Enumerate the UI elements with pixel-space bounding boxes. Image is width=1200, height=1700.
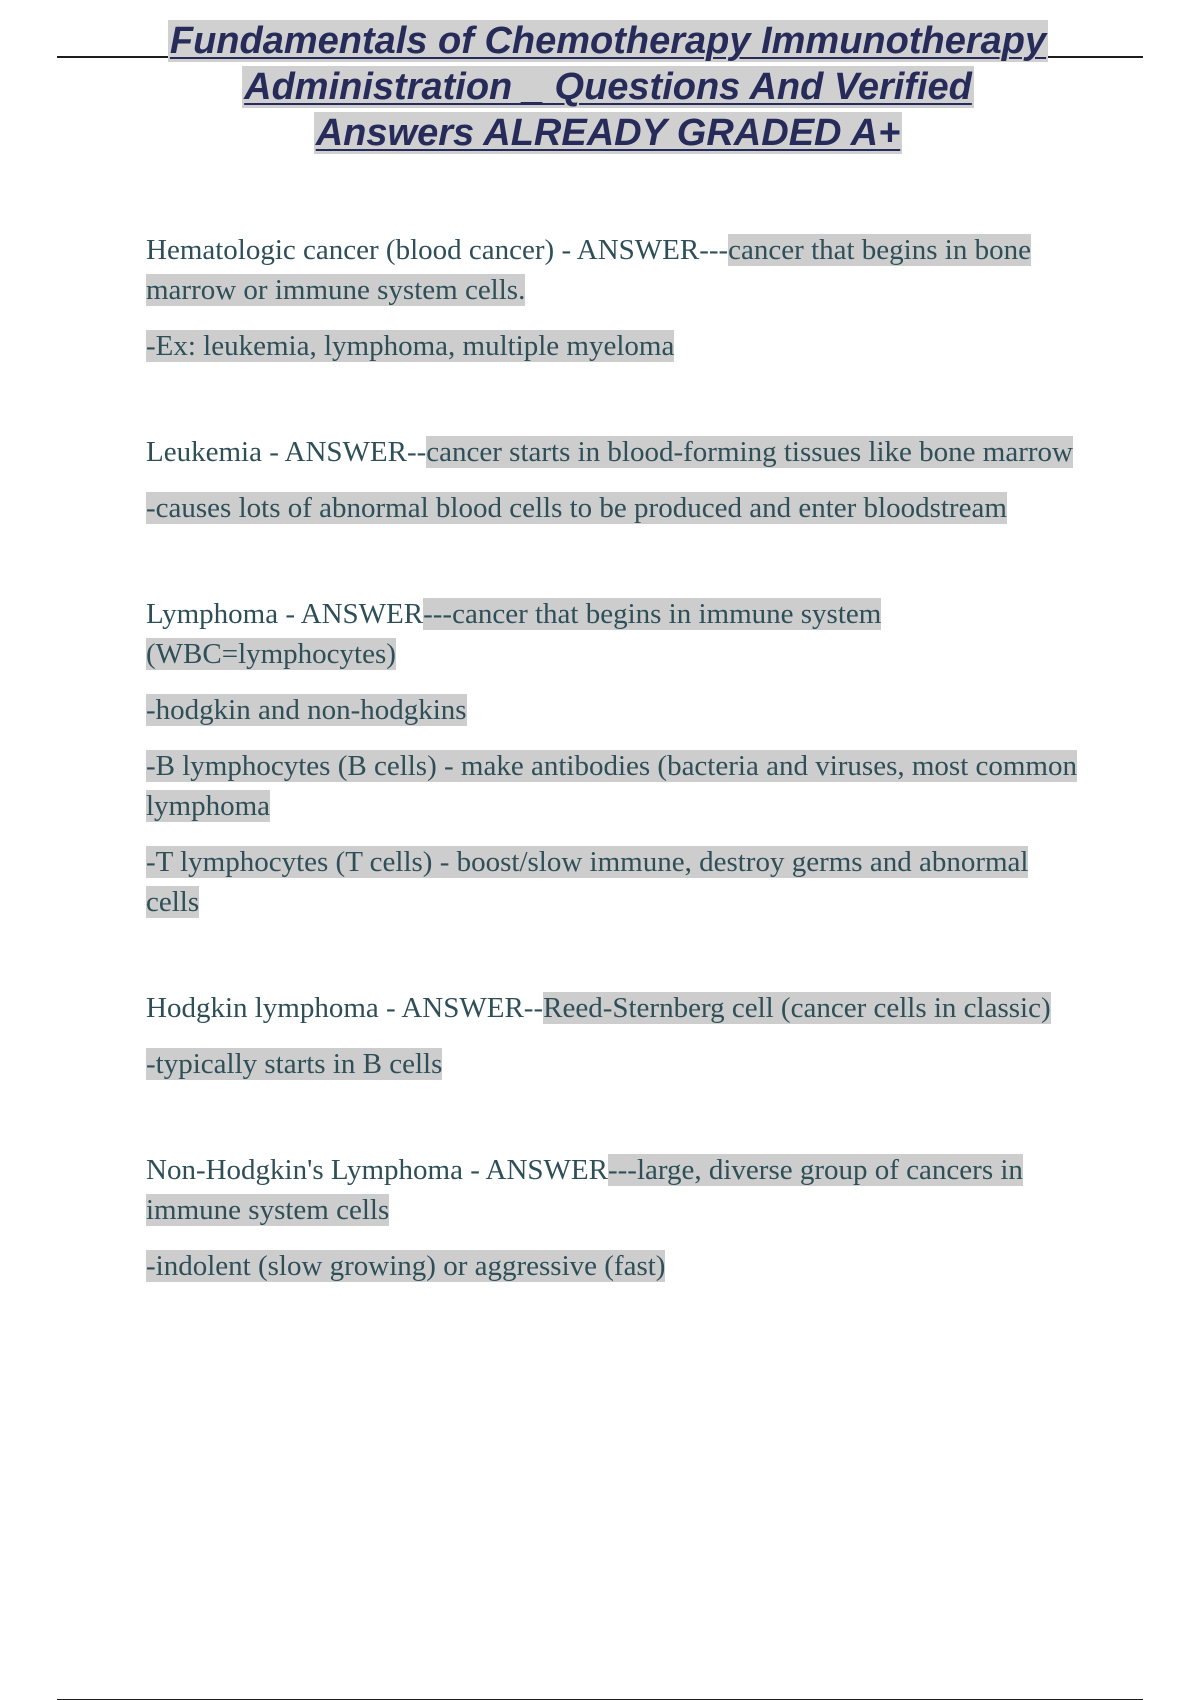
qa-term: Hodgkin lymphoma - ANSWER-- [146,992,544,1024]
qa-question [146,230,1086,310]
qa-note-text: -causes lots of abnormal blood cells to be produced and enter bloodstream [146,492,1007,524]
qa-entry-hematologic-cancer [146,230,1086,366]
qa-term: Non-Hodgkin's Lymphoma - ANSWER [146,1154,608,1186]
entry-spacer [146,938,1086,988]
qa-note-text: -indolent (slow growing) or aggressive (fast) [146,1250,666,1282]
title-line-1: Fundamentals of Chemotherapy Immunotherapy [169,20,1047,62]
qa-question [146,1150,1086,1230]
qa-term: Hematologic cancer (blood cancer) - ANSWER--- [146,234,729,266]
qa-question [146,988,1086,1028]
entry-spacer [146,1100,1086,1150]
qa-entry-lymphoma [146,594,1086,922]
qa-answer: cancer starts in blood-forming tissues like bone marrow [426,436,1073,468]
qa-question [146,594,1086,674]
qa-list [146,230,1086,1302]
document-title [100,18,1116,156]
entry-spacer [146,382,1086,432]
qa-note [146,1044,1086,1084]
qa-note-text: -typically starts in B cells [146,1048,443,1080]
qa-note [146,746,1086,826]
qa-entry-non-hodgkins-lymphoma [146,1150,1086,1286]
qa-note-text: -T lymphocytes (T cells) - boost/slow immune, destroy germs and abnormal cells [146,846,1029,918]
qa-note-text: -hodgkin and non-hodgkins [146,694,467,726]
qa-note-text: -Ex: leukemia, lymphoma, multiple myeloma [146,330,675,362]
title-line-2: Administration _ Questions And Verified [244,66,972,108]
qa-answer: Reed-Sternberg cell (cancer cells in classic) [543,992,1051,1024]
qa-question [146,432,1086,472]
qa-entry-hodgkin-lymphoma [146,988,1086,1084]
qa-entry-leukemia [146,432,1086,528]
qa-term: Lymphoma - ANSWER [146,598,424,630]
qa-term: Leukemia - ANSWER-- [146,436,427,468]
title-line-3: Answers ALREADY GRADED A+ [315,112,901,154]
qa-note [146,326,1086,366]
qa-note [146,690,1086,730]
qa-note [146,488,1086,528]
qa-answer: ---cancer that begins in immune system (WBC=lymphocytes) [146,598,882,670]
qa-note-text: -B lymphocytes (B cells) - make antibodies (bacteria and viruses, most common lymphoma [146,750,1077,822]
qa-note [146,842,1086,922]
entry-spacer [146,544,1086,594]
qa-answer: cancer that begins in bone marrow or immune system cells. [146,234,1031,306]
qa-answer: ---large, diverse group of cancers in immune system cells [146,1154,1023,1226]
qa-note [146,1246,1086,1286]
